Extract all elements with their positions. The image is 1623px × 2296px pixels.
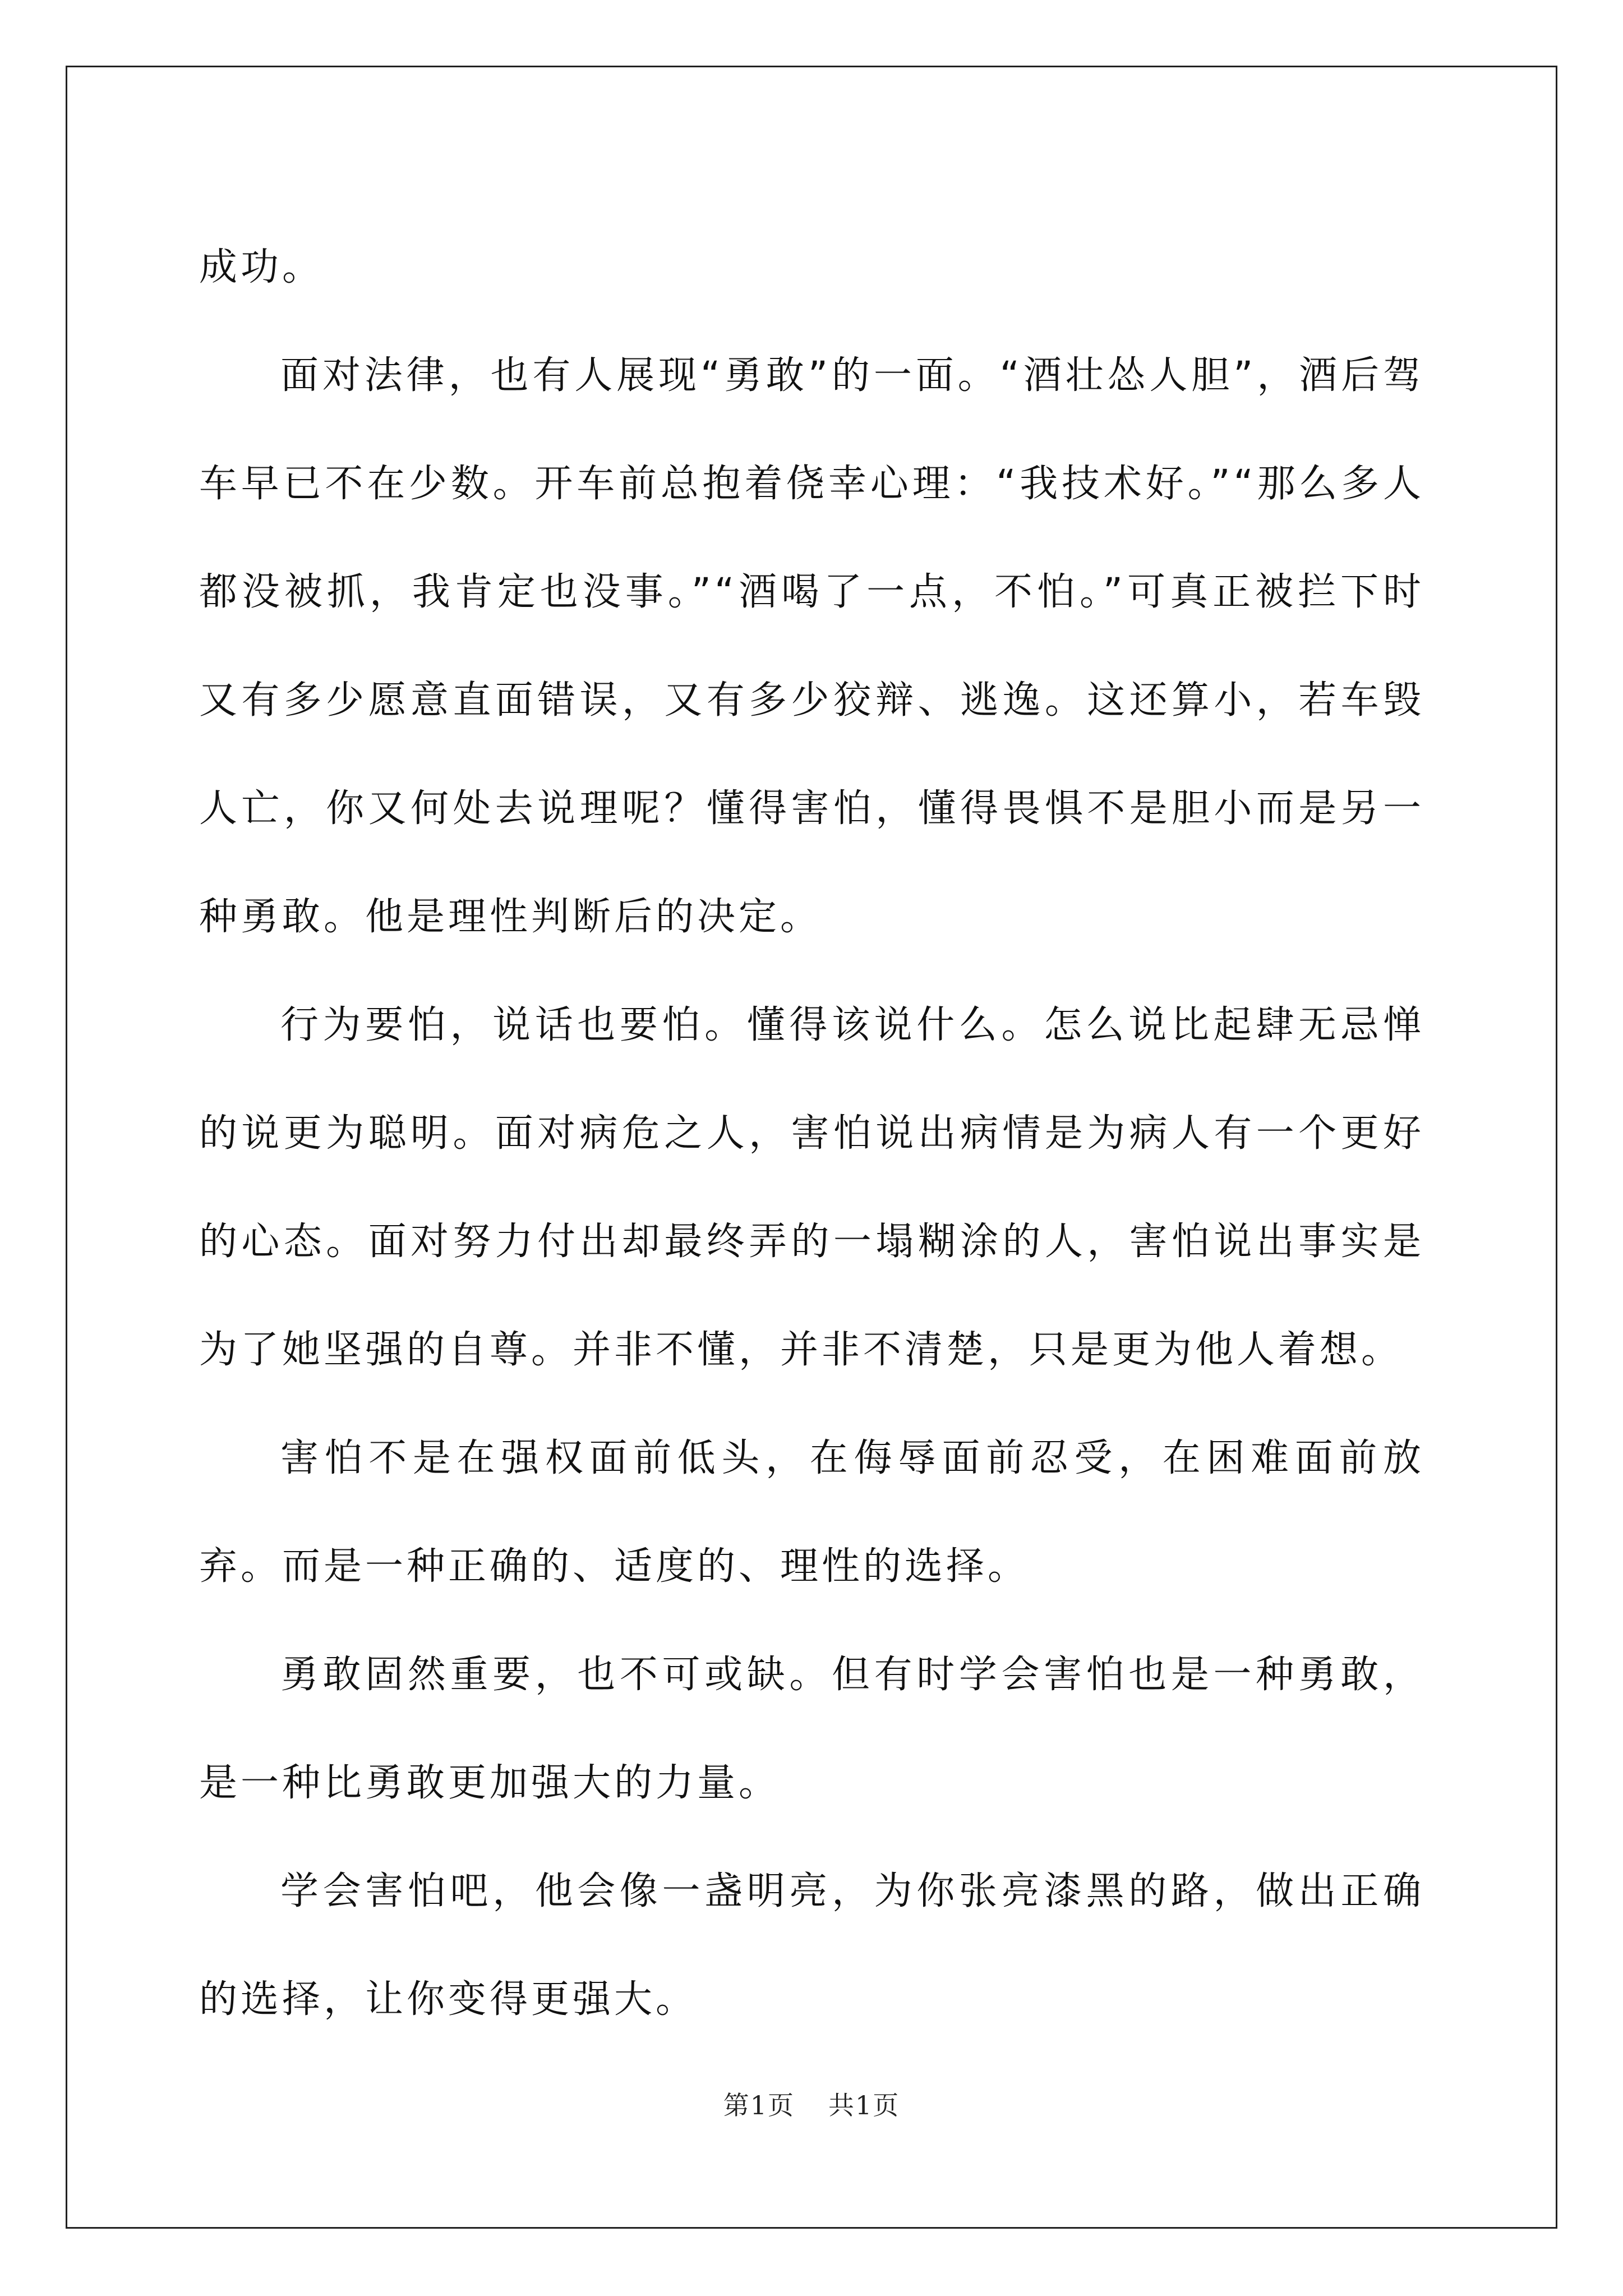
- page-number: 第1页: [723, 2090, 795, 2120]
- paragraph-1: 成功。: [199, 245, 324, 289]
- document-body: [199, 213, 1424, 2054]
- paragraph-5: 勇敢固然重要，也不可或缺。但有时学会害怕也是一种勇敢，是一种比勇敢更加强大的力量。: [199, 1653, 1424, 1805]
- page-total: 共1页: [828, 2090, 900, 2120]
- paragraph-4: 害怕不是在强权面前低头，在侮辱面前忍受，在困难面前放弃。而是一种正确的、适度的、理性的选择。: [199, 1436, 1424, 1589]
- paragraph-2: 面对法律，也有人展现“勇敢”的一面。“酒壮怂人胆”，酒后驾车早已不在少数。开车前总抱着侥幸心理：“我技术好。”“那么多人都没被抓，我肯定也没事。”“酒喝了一点，不怕。”可真正被拦下时又有多少愿意直面错误，又有多少狡辩、逃逸。这还算小，若车毁人亡，你又何处去说理呢？懂得害怕，懂得畏惧不是胆小而是另一种勇敢。他是理性判断后的决定。: [199, 353, 1424, 939]
- paragraph-3: 行为要怕，说话也要怕。懂得该说什么。怎么说比起肆无忌惮的说更为聪明。面对病危之人，害怕说出病情是为病人有一个更好的心态。面对努力付出却最终弄的一塌糊涂的人，害怕说出事实是为了她坚强的自尊。并非不懂，并非不清楚，只是更为他人着想。: [199, 1003, 1424, 1372]
- page-footer: [0, 2085, 1623, 2122]
- paragraph-6: 学会害怕吧，他会像一盏明亮，为你张亮漆黑的路，做出正确的选择，让你变得更强大。: [199, 1869, 1424, 2022]
